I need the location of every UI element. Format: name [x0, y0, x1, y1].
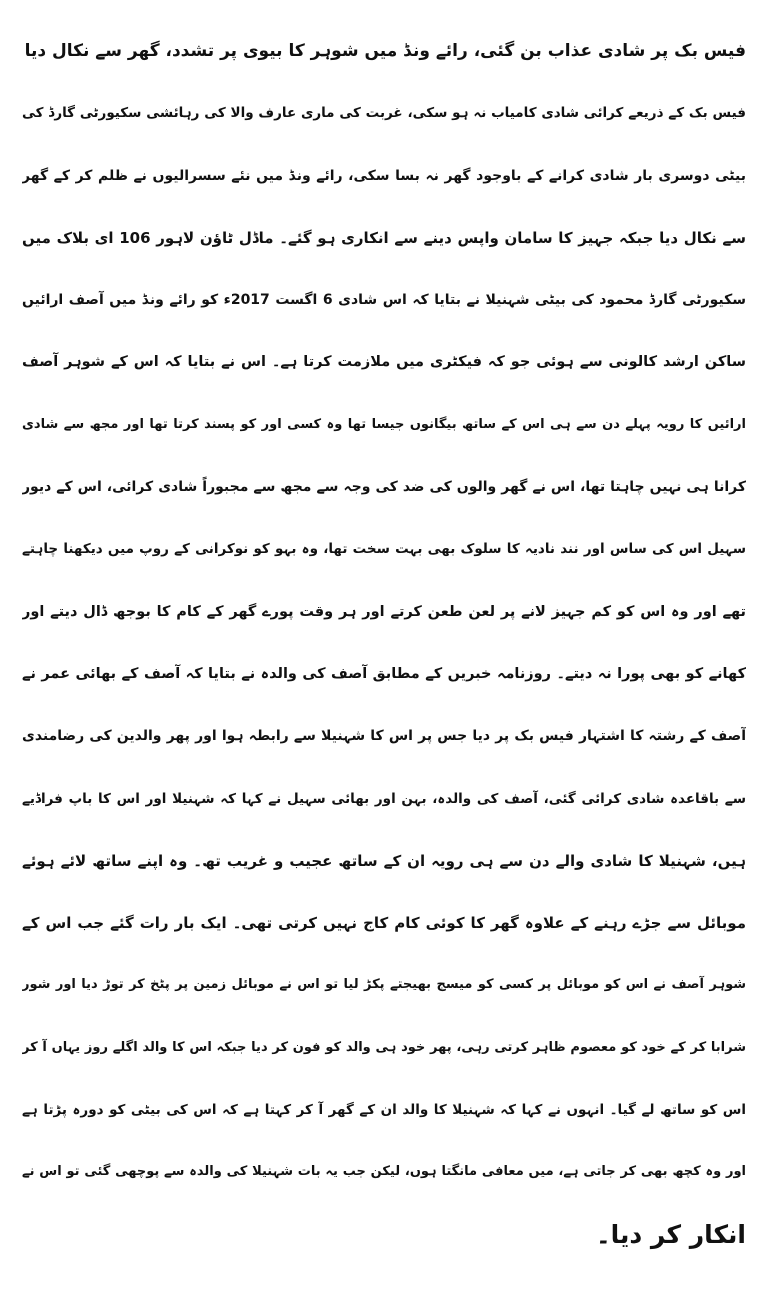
article-line: اور وہ کچھ بھی کر جاتی ہے، میں معافی مانگتا ہوں، لیکن جب یہ بات شہنیلا کی والدہ سے پوچھی گئی تو اس نے [22, 1164, 746, 1180]
article-line: سہیل اس کی ساس اور نند نادیہ کا سلوک بھی بہت سخت تھا، وہ بہو کو نوکرانی کے روپ میں دیکھنا چاہتے [22, 541, 746, 558]
article-body [22, 20, 746, 1266]
article-line: سے باقاعدہ شادی کرائی گئی، آصف کی والدہ، بہن اور بھائی سہیل نے کہا کہ شہنیلا اور اس کا باپ فراڈیے [22, 790, 746, 807]
article-line: شوہر آصف نے اس کو موبائل پر کسی کو میسج بھیجتے پکڑ لیا تو اس نے موبائل زمین پر پٹخ کر توڑ دیا اور شور [22, 977, 746, 993]
article-headline: فیس بک پر شادی عذاب بن گئی، رائے ونڈ میں شوہر کا بیوی پر تشدد، گھر سے نکال دیا [24, 41, 746, 61]
article-line: ارائیں کا رویہ پہلے دن سے ہی اس کے ساتھ بیگانوں جیسا تھا وہ کسی اور کو پسند کرتا تھا اور مجھ سے شادی [22, 416, 746, 432]
article-line: بیٹی دوسری بار شادی کرانے کے باوجود گھر نہ بسا سکی، رائے ونڈ میں نئے سسرالیوں نے ظلم کر کے گھر [22, 167, 746, 184]
article-line: سے نکال دیا جبکہ جہیز کا سامان واپس دینے سے انکاری ہو گئے۔ ماڈل ٹاؤن لاہور 106 ای بلاک میں [22, 228, 746, 247]
article-line: تھے اور وہ اس کو کم جہیز لانے پر لعن طعن کرتے اور ہر وقت پورے گھر کے کام کا بوجھ ڈال دیتے اور [22, 603, 746, 620]
article-line: ہیں، شہنیلا کا شادی والے دن سے ہی رویہ ان کے ساتھ عجیب و غریب تھ۔ وہ اپنے ساتھ لائے ہوئے [22, 851, 746, 870]
article-line: کھانے کو بھی پورا نہ دیتے۔ روزنامہ خبریں کے مطابق آصف کی والدہ نے بتایا کہ آصف کے بھائی عمر نے [22, 665, 746, 682]
article-line: موبائل سے جڑے رہنے کے علاوہ گھر کا کوئی کام کاج نہیں کرتی تھی۔ ایک بار رات گئے جب اس کے [22, 914, 746, 933]
article-line: اس کو ساتھ لے گیا۔ انہوں نے کہا کہ شہنیلا کا والد ان کے گھر آ کر کہتا ہے کہ اس کی بیٹی کو دورہ پڑتا ہے [22, 1102, 746, 1119]
article-line: ساکن ارشد کالونی سے ہوئی جو کہ فیکٹری میں ملازمت کرتا ہے۔ اس نے بتایا کہ اس کے شوہر آصف [22, 354, 746, 371]
article-line: فیس بک کے ذریعے کرائی شادی کامیاب نہ ہو سکی، غربت کی ماری عارف والا کی رہائشی سکیورٹی گارڈ کی [22, 105, 746, 122]
article-line: کرانا ہی نہیں چاہتا تھا، اس نے گھر والوں کی ضد کی وجہ سے مجھ سے مجبوراً شادی کرائی، اس کے دیور [22, 479, 746, 496]
article-line: آصف کے رشتہ کا اشتہار فیس بک پر دیا جس پر اس کا شہنیلا سے رابطہ ہوا اور پھر والدین کی رضامندی [22, 728, 746, 745]
article-line: شرابا کر کے خود کو معصوم ظاہر کرتی رہی، پھر خود ہی والد کو فون کر دیا جبکہ اس کا والد اگلے روز یہاں آ کر [22, 1039, 746, 1055]
article-last-line: انکار کر دیا۔ [595, 1219, 746, 1249]
article-line: سکیورٹی گارڈ محمود کی بیٹی شہنیلا نے بتایا کہ اس شادی 6 اگست 2017ء کو رائے ونڈ میں آصف ارائیں [22, 292, 746, 309]
